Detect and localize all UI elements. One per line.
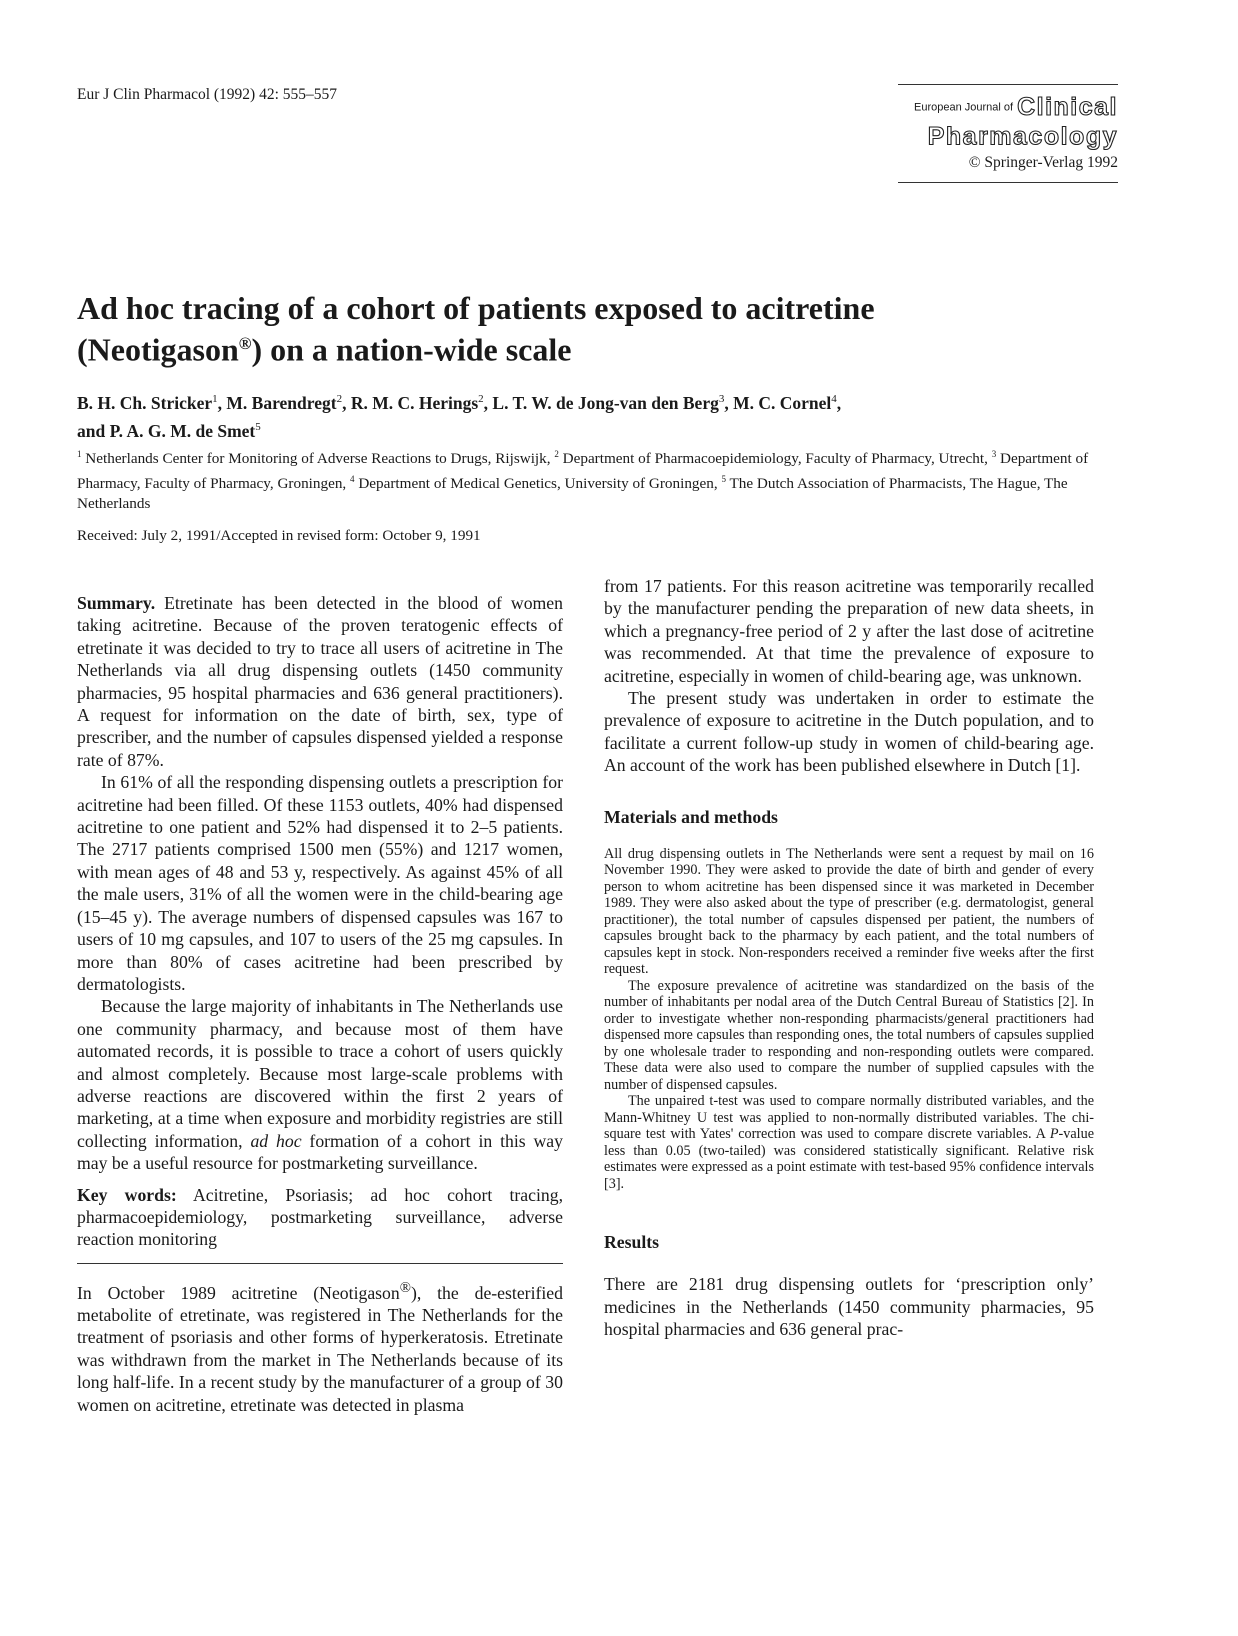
journal-logo-word-clinical: Clinical <box>1017 93 1118 121</box>
journal-logo-word-pharmacology: Pharmacology <box>927 122 1118 151</box>
affiliation: $^1$ Netherlands Center for Monitoring of Adverse Reactions to Drugs, Rijswijk, <box>77 449 555 468</box>
affiliation: $^2$ Department of Pharmacoepidemiology, Faculty of Pharmacy, Utrecht, <box>554 449 992 468</box>
methods-heading: Materials and methods <box>604 806 778 827</box>
methods-paragraph-1: All drug dispensing outlets in The Netherlands were sent a request by mail on 16 November 1990. They were asked to provide the date of birth and gender of every person to whom acitretine has been dispensed since it was marketed in December 1989. They were also asked about the type of prescriber (e.g. dermatologist, general practitioner), the total number of capsules dispensed per patient, the numbers of capsules brought back to the pharmacy by each patient, and the total numbers of capsules kept in stock. Non-responders received a reminder five weeks after the first request. <box>604 845 1094 978</box>
journal-logo-prefix: European Journal of <box>914 101 1014 114</box>
section-divider <box>77 1263 563 1264</box>
summary-paragraph-3: Because the large majority of inhabitants in The Netherlands use one community pharmacy, and because most of them have automated records, it is possible to trace a cohort of users quickly and almost completely. Because most large-scale problems with adverse reactions are discovered within the first 2 years of marketing, at a time when exposure and morbidity registries are still collecting information, ad hoc formation of a cohort in this way may be a useful resource for postmarketing surveillance. <box>77 996 563 1174</box>
left-column <box>77 592 563 1416</box>
journal-citation: Eur J Clin Pharmacol (1992) 42: 555–557 <box>77 86 338 103</box>
title-part-3: ) on a nation-wide scale <box>251 331 572 368</box>
author: R. M. C. Herings$^2$, <box>350 392 493 413</box>
journal-logo-block <box>898 84 1118 183</box>
right-column <box>604 575 1094 1340</box>
title-part-2: (Neotigason <box>77 331 239 368</box>
affiliations <box>77 444 1137 514</box>
affiliation: $^4$ Department of Medical Genetics, University of Groningen, <box>350 474 722 493</box>
registered-mark: ® <box>238 334 252 353</box>
introduction-paragraph: In October 1989 acitretine (Neotigason®), the de-esterified metabolite of etretinate, was registered in The Netherlands for the treatment of psoriasis and other forms of hyperkeratosis. Etretinate was withdrawn from the market in The Netherlands because of its long half-life. In a recent study by the manufacturer of a group of 30 women on acitretine, etretinate was detected in plasma <box>77 1279 563 1415</box>
results-heading: Results <box>604 1232 660 1253</box>
journal-logo-line-1 <box>898 93 1118 122</box>
title-part-1: Ad hoc tracing of a cohort of patients exposed to acitretine <box>77 290 875 326</box>
summary-paragraph-2: In 61% of all the responding dispensing outlets a prescription for acitretine had been filled. Of these 1153 outlets, 40% had dispensed acitretine to one patient and 52% had dispensed it to 2–5 patients. The 2717 patients comprised 1500 men (55%) and 1217 women, with mean ages of 48 and 53 y, respectively. As against 45% of all the male users, 31% of all the women were in the child-bearing age (15–45 y). The average numbers of dispensed capsules was 167 to users of 10 mg capsules, and 107 to users of the 25 mg capsules. In more than 80% of cases acitretine had been prescribed by dermatologists. <box>77 772 563 994</box>
journal-logo-line-2 <box>898 122 1118 150</box>
affiliation: $^5$ The Dutch Association of Pharmacists, The Hague, The Netherlands <box>77 474 1068 513</box>
keywords: Key words: Acitretine, Psoriasis; ad hoc cohort tracing, pharmacoepidemiology, postmarketing surveillance, adverse reaction monitoring <box>77 1184 564 1250</box>
methods-paragraph-2: The exposure prevalence of acitretine was standardized on the basis of the number of inhabitants per nodal area of the Dutch Central Bureau of Statistics [2]. In order to investigate whether non-responding pharmacists/general practitioners had dispensed more capsules than responding ones, the total numbers of capsules supplied by one wholesale trader to responding and non-responding outlets were compared. These data were also used to compare the number of supplied capsules with the number of dispensed capsules. <box>604 977 1094 1093</box>
author: M. Barendregt$^2$, <box>226 392 351 413</box>
keywords-label: Key words: <box>77 1184 177 1205</box>
copyright-notice: © Springer-Verlag 1992 <box>968 154 1118 172</box>
author: and P. A. G. M. de Smet$^5$ <box>77 420 261 441</box>
received-dates: Received: July 2, 1991/Accepted in revised form: October 9, 1991 <box>77 527 481 544</box>
article-title <box>77 290 1137 368</box>
introduction-continued: from 17 patients. For this reason acitretine was temporarily recalled by the manufacturer pending the preparation of new data sheets, in which a pregnancy-free period of 2 y after the last dose of acitretine was recommended. At that time the prevalence of exposure to acitretine, especially in women of child-bearing age, was unknown. <box>604 576 1094 686</box>
summary-label: Summary. <box>77 593 156 613</box>
header-rule-top <box>898 84 1118 85</box>
methods-paragraph-3: The unpaired t-test was used to compare normally distributed variables, and the Mann-Whitney U test was applied to non-normally distributed variables. The chi-square test with Yates' correction was used to compare discrete variables. A P-value less than 0.05 (two-tailed) was considered statistically significant. Relative risk estimates were expressed as a point estimate with test-based 95% confidence intervals [3]. <box>604 1093 1094 1192</box>
author: M. C. Cornel$^4$, <box>733 392 842 413</box>
results-paragraph-1: There are 2181 drug dispensing outlets for ‘prescription only’ medicines in the Netherlands (1450 community pharmacies, 95 hospital pharmacies and 636 general prac- <box>604 1274 1094 1339</box>
affiliation: $^3$ Department of Pharmacy, Faculty of Pharmacy, Groningen, <box>77 449 1089 493</box>
author: L. T. W. de Jong-van den Berg$^3$, <box>492 392 734 413</box>
introduction-paragraph-2: The present study was undertaken in order to estimate the prevalence of exposure to acitretine in the Dutch population, and to facilitate a current follow-up study in women of child-bearing age. An account of the work has been published elsewhere in Dutch [1]. <box>604 688 1094 776</box>
author-list <box>77 387 1137 443</box>
author: B. H. Ch. Stricker$^1$, <box>77 392 227 413</box>
summary-paragraph: Summary. Etretinate has been detected in the blood of women taking acitretine. Because of the proven teratogenic effects of etretinate it was decided to try to trace all users of acitretine in The Netherlands via all drug dispensing outlets (1450 community pharmacies, 95 hospital pharmacies and 636 general practitioners). A request for information on the date of birth, sex, type of prescriber, and the number of capsules dispensed yielded a response rate of 87%. <box>77 593 563 770</box>
header-rule-bottom <box>898 182 1118 183</box>
